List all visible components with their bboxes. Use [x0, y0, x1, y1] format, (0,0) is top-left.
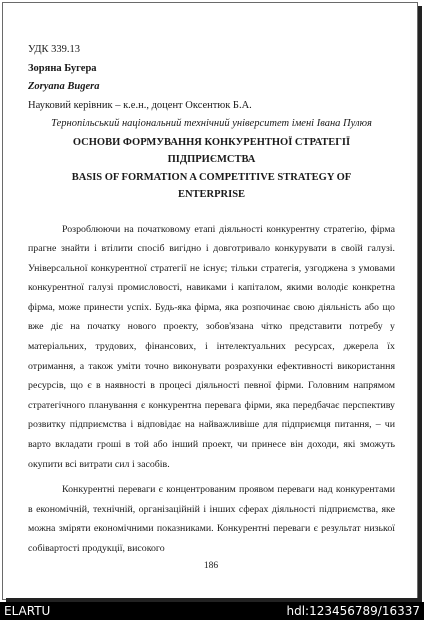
- paragraph-1-text: Розроблюючи на початковому етапі діяльності конкурентну стратегію, фірма прагне знайти і втілити спосіб вигідно і довготривало конкурувати в своїй галузі. Універсальної конкурентної стратегії не існує; тільки стратегія, узгоджена з умовами конкурентної галузі промисловості, навиками і капіталом, якими володіє конкретна фірма, може принести успіх. Будь-яка фірма, яка розпочинає свою діяльність або що вже діє на початку нового проекту, зобов'язана чітко представити потребу у матеріальних, трудових, фінансових, і інтелектуальних ресурсах, джерела їх отримання, а також уміти точно виконувати розрахунки ефективності використання ресурсів, що є в наявності в процесі діяльності певної фірми. Головним напрямом стратегічного планування є конкурентна перевага фірми, яка передбачає перспективу розвитку підприємства і відповідає на найважливіше для підприємця питання, – чи варто вкладати гроші в той або інший проект, чи принесе він доходи, які зможуть окупити всі витрати сил і засобів.: [28, 223, 395, 470]
- title-en-line-1: BASIS OF FORMATION A COMPETITIVE STRATEGY OF: [71, 171, 352, 183]
- repository-name: ELARTU: [4, 604, 51, 618]
- page-content: [28, 43, 395, 559]
- university-name: Тернопільський національний технічний університет імені Івана Пулюя: [51, 118, 372, 129]
- title-en-line-2: ENTERPRISE: [177, 189, 246, 200]
- paper-title: [28, 134, 395, 204]
- page-shadow-right: [418, 6, 422, 602]
- body-paragraph-1: [28, 220, 395, 475]
- title-uk-line-2: ПІДПРИЄМСТВА: [167, 154, 256, 165]
- page-number: 186: [203, 561, 219, 571]
- footer-bar: [0, 602, 424, 620]
- body-paragraph-2: [28, 480, 395, 558]
- handle-identifier: hdl:123456789/16337: [286, 604, 420, 618]
- scientific-supervisor: Науковий керівник – к.е.н., доцент Оксентюк Б.А.: [28, 99, 252, 111]
- author-name-en: Zoryana Bugera: [28, 81, 100, 92]
- author-name-uk: Зоряна Бугера: [28, 62, 97, 74]
- paragraph-2-text: Конкурентні переваги є концентрованим проявом переваги над конкурентами в економічній, технічній, організаційній і інших сферах діяльності підприємства, яке можна зміряти економічними показниками. Конкурентні переваги є результат низької собівартості продукції, високого: [28, 484, 395, 554]
- udc-code: УДК 339.13: [28, 44, 81, 55]
- title-uk-line-1: ОСНОВИ ФОРМУВАННЯ КОНКУРЕНТНОЇ СТРАТЕГІЇ: [72, 136, 351, 148]
- document-page: [2, 2, 418, 600]
